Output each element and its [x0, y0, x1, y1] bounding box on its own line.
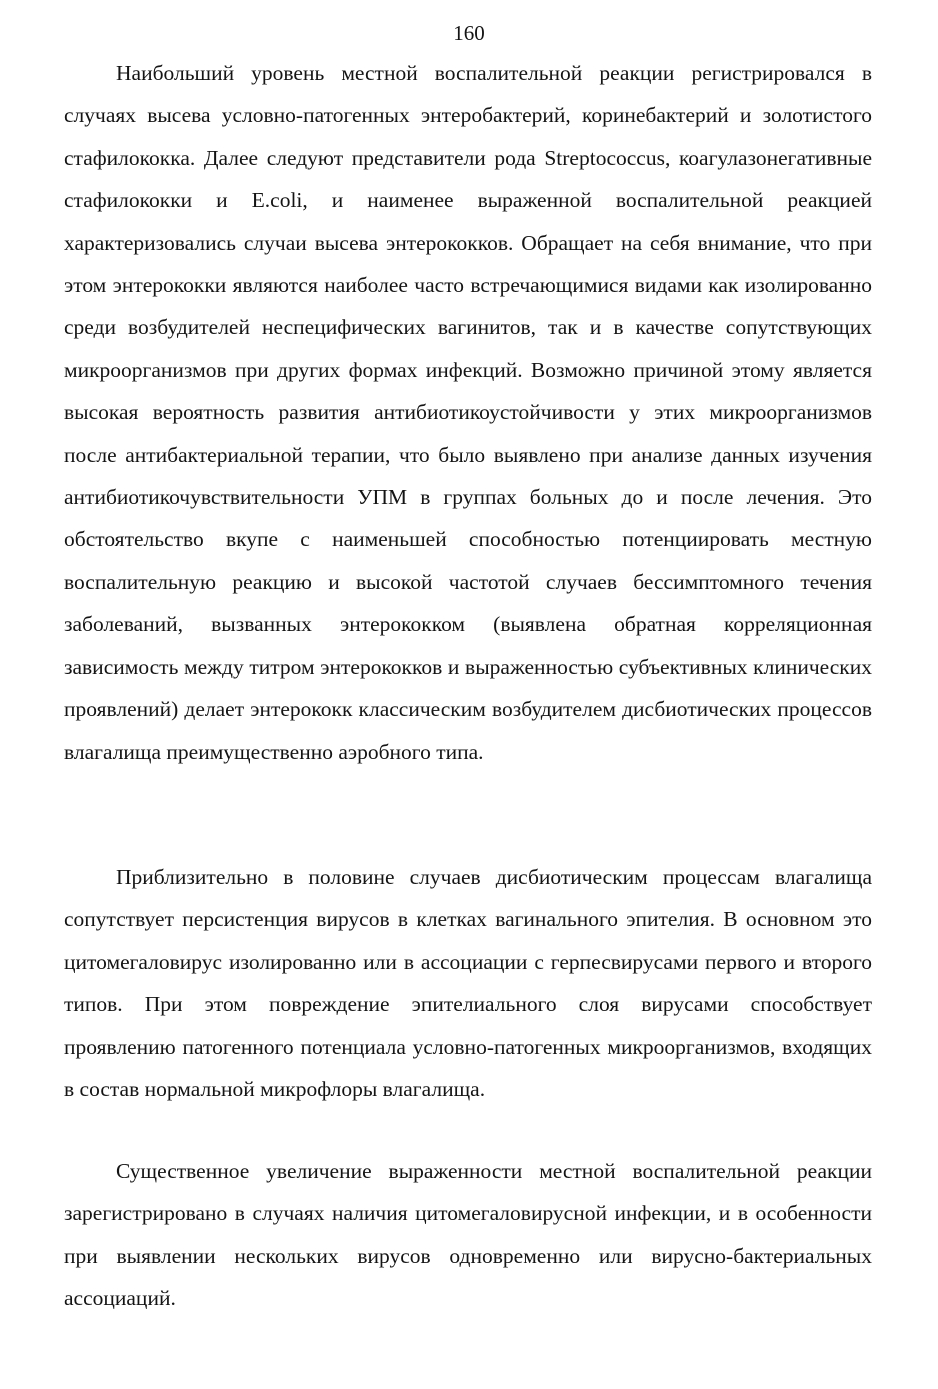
paragraph-1: Наибольший уровень местной воспалительной реакции регистрировался в случаях высева условно-патогенных энтеробактерий, коринебактерий и золотистого стафилококка. Далее следуют представители рода Streptococcus, коагулазонегативные стафилококки и E.coli, и наименее выраженной воспалительной реакцией характеризовались случаи высева энтерококков. Обращает на себя внимание, что при этом энтерококки являются наиболее часто встречающимися видами как изолированно среди возбудителей неспецифических вагинитов, так и в качестве сопутствующих микроорганизмов при других формах инфекций. Возможно причиной этому является высокая вероятность развития антибиотикоустойчивости у этих микроорганизмов после антибактериальной терапии, что было выявлено при анализе данных изучения антибиотикочувствительности УПМ в группах больных до и после лечения. Это обстоятельство вкупе с наименьшей способностью потенциировать местную воспалительную реакцию и высокой частотой случаев бессимптомного течения заболеваний, вызванных энтерококком (выявлена обратная корреляционная зависимость между титром энтерококков и выраженностью субъективных клинических проявлений) делает энтерококк классическим возбудителем дисбиотических процессов влагалища преимущественно аэробного типа.	[64, 61, 872, 764]
paragraph-2: Приблизительно в половине случаев дисбиотическим процессам влагалища сопутствует персистенция вирусов в клетках вагинального эпителия. В основном это цитомегаловирус изолированно или в ассоциации с герпесвирусами первого и второго типов. При этом повреждение эпителиального слоя вирусами способствует проявлению патогенного потенциала условно-патогенных микроорганизмов, входящих в состав нормальной микрофлоры влагалища.	[64, 865, 872, 1102]
paragraph-3: Существенное увеличение выраженности местной воспалительной реакции зарегистрировано в случаях наличия цитомегаловирусной инфекции, и в особенности при выявлении нескольких вирусов одновременно или вирусно-бактериальных ассоциаций.	[64, 1159, 872, 1311]
page-number: 160	[453, 21, 485, 45]
